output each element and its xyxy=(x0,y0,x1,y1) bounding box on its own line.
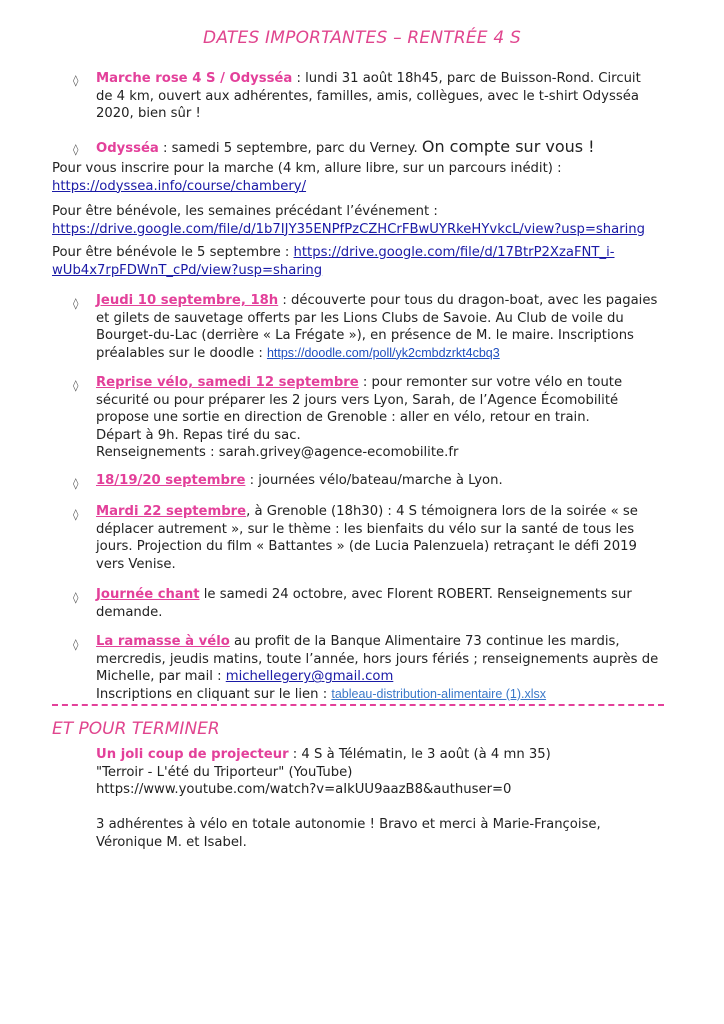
event-grenoble: Mardi 22 septembre, à Grenoble (18h30) : 4 S témoignera lors de la soirée « se déplacer autrement », sur le thème : les bienfaits du vélo sur la santé de tous les jours. Projection du film « Battantes » (de Lucia Palenzuela) retraçant le défi 2019 vers Venise. xyxy=(96,504,638,572)
event-ramasse: La ramasse à vélo au profit de la Banque Alimentaire 73 continue les mardis, mercredis, jeudis matins, toute l’année, hors jours fériés ; renseignements auprès de Michelle, par mail : michellegery@gmail.com Inscriptions en cliquant sur le lien : tableau-distribution-alimentaire (1).xlsx xyxy=(96,634,659,702)
benevole5-link[interactable]: https://drive.google.com/file/d/17BtrP2XzaFNT_i- xyxy=(293,245,615,260)
bullet-icon: ◊ xyxy=(73,379,79,392)
event-heading[interactable]: Journée chant xyxy=(96,587,200,602)
event-reprise-velo: Reprise vélo, samedi 12 septembre : pour remonter sur votre vélo en toute sécurité ou pour préparer les 2 jours vers Lyon, Sarah, de l’Agence Écomobilité propose une sortie en direction de Grenoble : aller en vélo, retour en train. Départ à 9h. Repas tiré du sac. Renseignements : sarah.grivey@agence-ecomobilite.fr xyxy=(96,375,623,461)
highlight-heading: Un joli coup de projecteur xyxy=(96,747,289,762)
email-link[interactable]: michellegery@gmail.com xyxy=(225,669,394,685)
bullet-icon: ◊ xyxy=(73,508,79,521)
final-section-body: Un joli coup de projecteur : 4 S à Télématin, le 3 août (à 4 mn 35) "Terroir - L'été du Triporteur" (YouTube) https://www.youtube.com/watch?v=aIkUU9aazB8&authuser=0 3 adhérentes à vélo en totale autonomie ! Bravo et merci à Marie-Françoise, Véronique M. et Isabel. xyxy=(96,747,601,850)
bullet-icon: ◊ xyxy=(73,638,79,651)
item-marche-rose: Marche rose 4 S / Odysséa : lundi 31 août 18h45, parc de Buisson-Rond. Circuit de 4 km, ouvert aux adhérentes, familles, amis, collègues, avec le t-shirt Odysséa 2020, bien sûr ! xyxy=(96,71,641,122)
event-heading[interactable]: Jeudi 10 septembre, 18h xyxy=(96,293,279,308)
event-heading[interactable]: Mardi 22 septembre xyxy=(96,504,247,519)
odyssea-inscription-link[interactable]: https://odyssea.info/course/chambery/ xyxy=(52,178,307,194)
event-lyon: 18/19/20 septembre : journées vélo/bateau/marche à Lyon. xyxy=(96,473,503,488)
xlsx-link[interactable]: tableau-distribution-alimentaire (1).xlsx xyxy=(331,686,547,701)
benevole5-block: Pour être bénévole le 5 septembre : https://drive.google.com/file/d/17BtrP2XzaFNT_i- wUb4x7rpFDWnT_cPd/view?usp=sharing xyxy=(52,245,615,278)
event-chant: Journée chant le samedi 24 octobre, avec Florent ROBERT. Renseignements sur demande. xyxy=(96,587,632,620)
event-heading[interactable]: La ramasse à vélo xyxy=(96,634,230,649)
section-divider xyxy=(52,704,664,706)
doodle-link[interactable]: https://doodle.com/poll/yk2cmbdzrkt4cbq3 xyxy=(266,345,500,360)
inscription-block: Pour vous inscrire pour la marche (4 km, allure libre, sur un parcours inédit) : https://odyssea.info/course/chambery/ xyxy=(52,161,562,194)
event-heading[interactable]: Reprise vélo, samedi 12 septembre xyxy=(96,375,359,390)
item-heading: Marche rose 4 S / Odysséa xyxy=(96,71,293,86)
event-dragon-boat: Jeudi 10 septembre, 18h : découverte pour tous du dragon-boat, avec les pagaies et gilets de sauvetage offerts par les Lions Clubs de Savoie. Au Club de voile du Bourget-du-Lac (derrière « La Frégate »), en présence de M. le maire. Inscriptions préalables sur le doodle : https://doodle.com/poll/yk2cmbdzrkt4cbq3 xyxy=(96,293,658,361)
benevole-link[interactable]: https://drive.google.com/file/d/1b7IJY35ENPfPzCZHCrFBwUYRkeHYvkcL/view?usp=sharing xyxy=(52,221,646,237)
bullet-icon: ◊ xyxy=(73,591,79,604)
bullet-icon: ◊ xyxy=(73,477,79,490)
event-heading[interactable]: 18/19/20 septembre xyxy=(96,473,246,488)
video-title: "Terroir - L'été du Triporteur" (YouTube) xyxy=(96,764,353,780)
benevole-block: Pour être bénévole, les semaines précédant l’événement : https://drive.google.com/file/d/1b7IJY35ENPfPzCZHCrFBwUYRkeHYvkcL/view?usp=sharing xyxy=(52,204,646,237)
item-heading: Odysséa xyxy=(96,141,159,156)
item-odyssea: Odysséa : samedi 5 septembre, parc du Verney. On compte sur vous ! xyxy=(96,137,595,156)
page-title: DATES IMPORTANTES – RENTRÉE 4 S xyxy=(203,28,521,48)
section-title: ET POUR TERMINER xyxy=(52,719,220,739)
bullet-icon: ◊ xyxy=(73,143,79,156)
bullet-icon: ◊ xyxy=(73,297,79,310)
video-url: https://www.youtube.com/watch?v=aIkUU9aazB8&authuser=0 xyxy=(96,782,512,798)
benevole5-link-cont[interactable]: wUb4x7rpFDWnT_cPd/view?usp=sharing xyxy=(52,262,323,278)
bullet-icon: ◊ xyxy=(73,74,79,87)
emphasis-text: On compte sur vous ! xyxy=(421,137,595,156)
